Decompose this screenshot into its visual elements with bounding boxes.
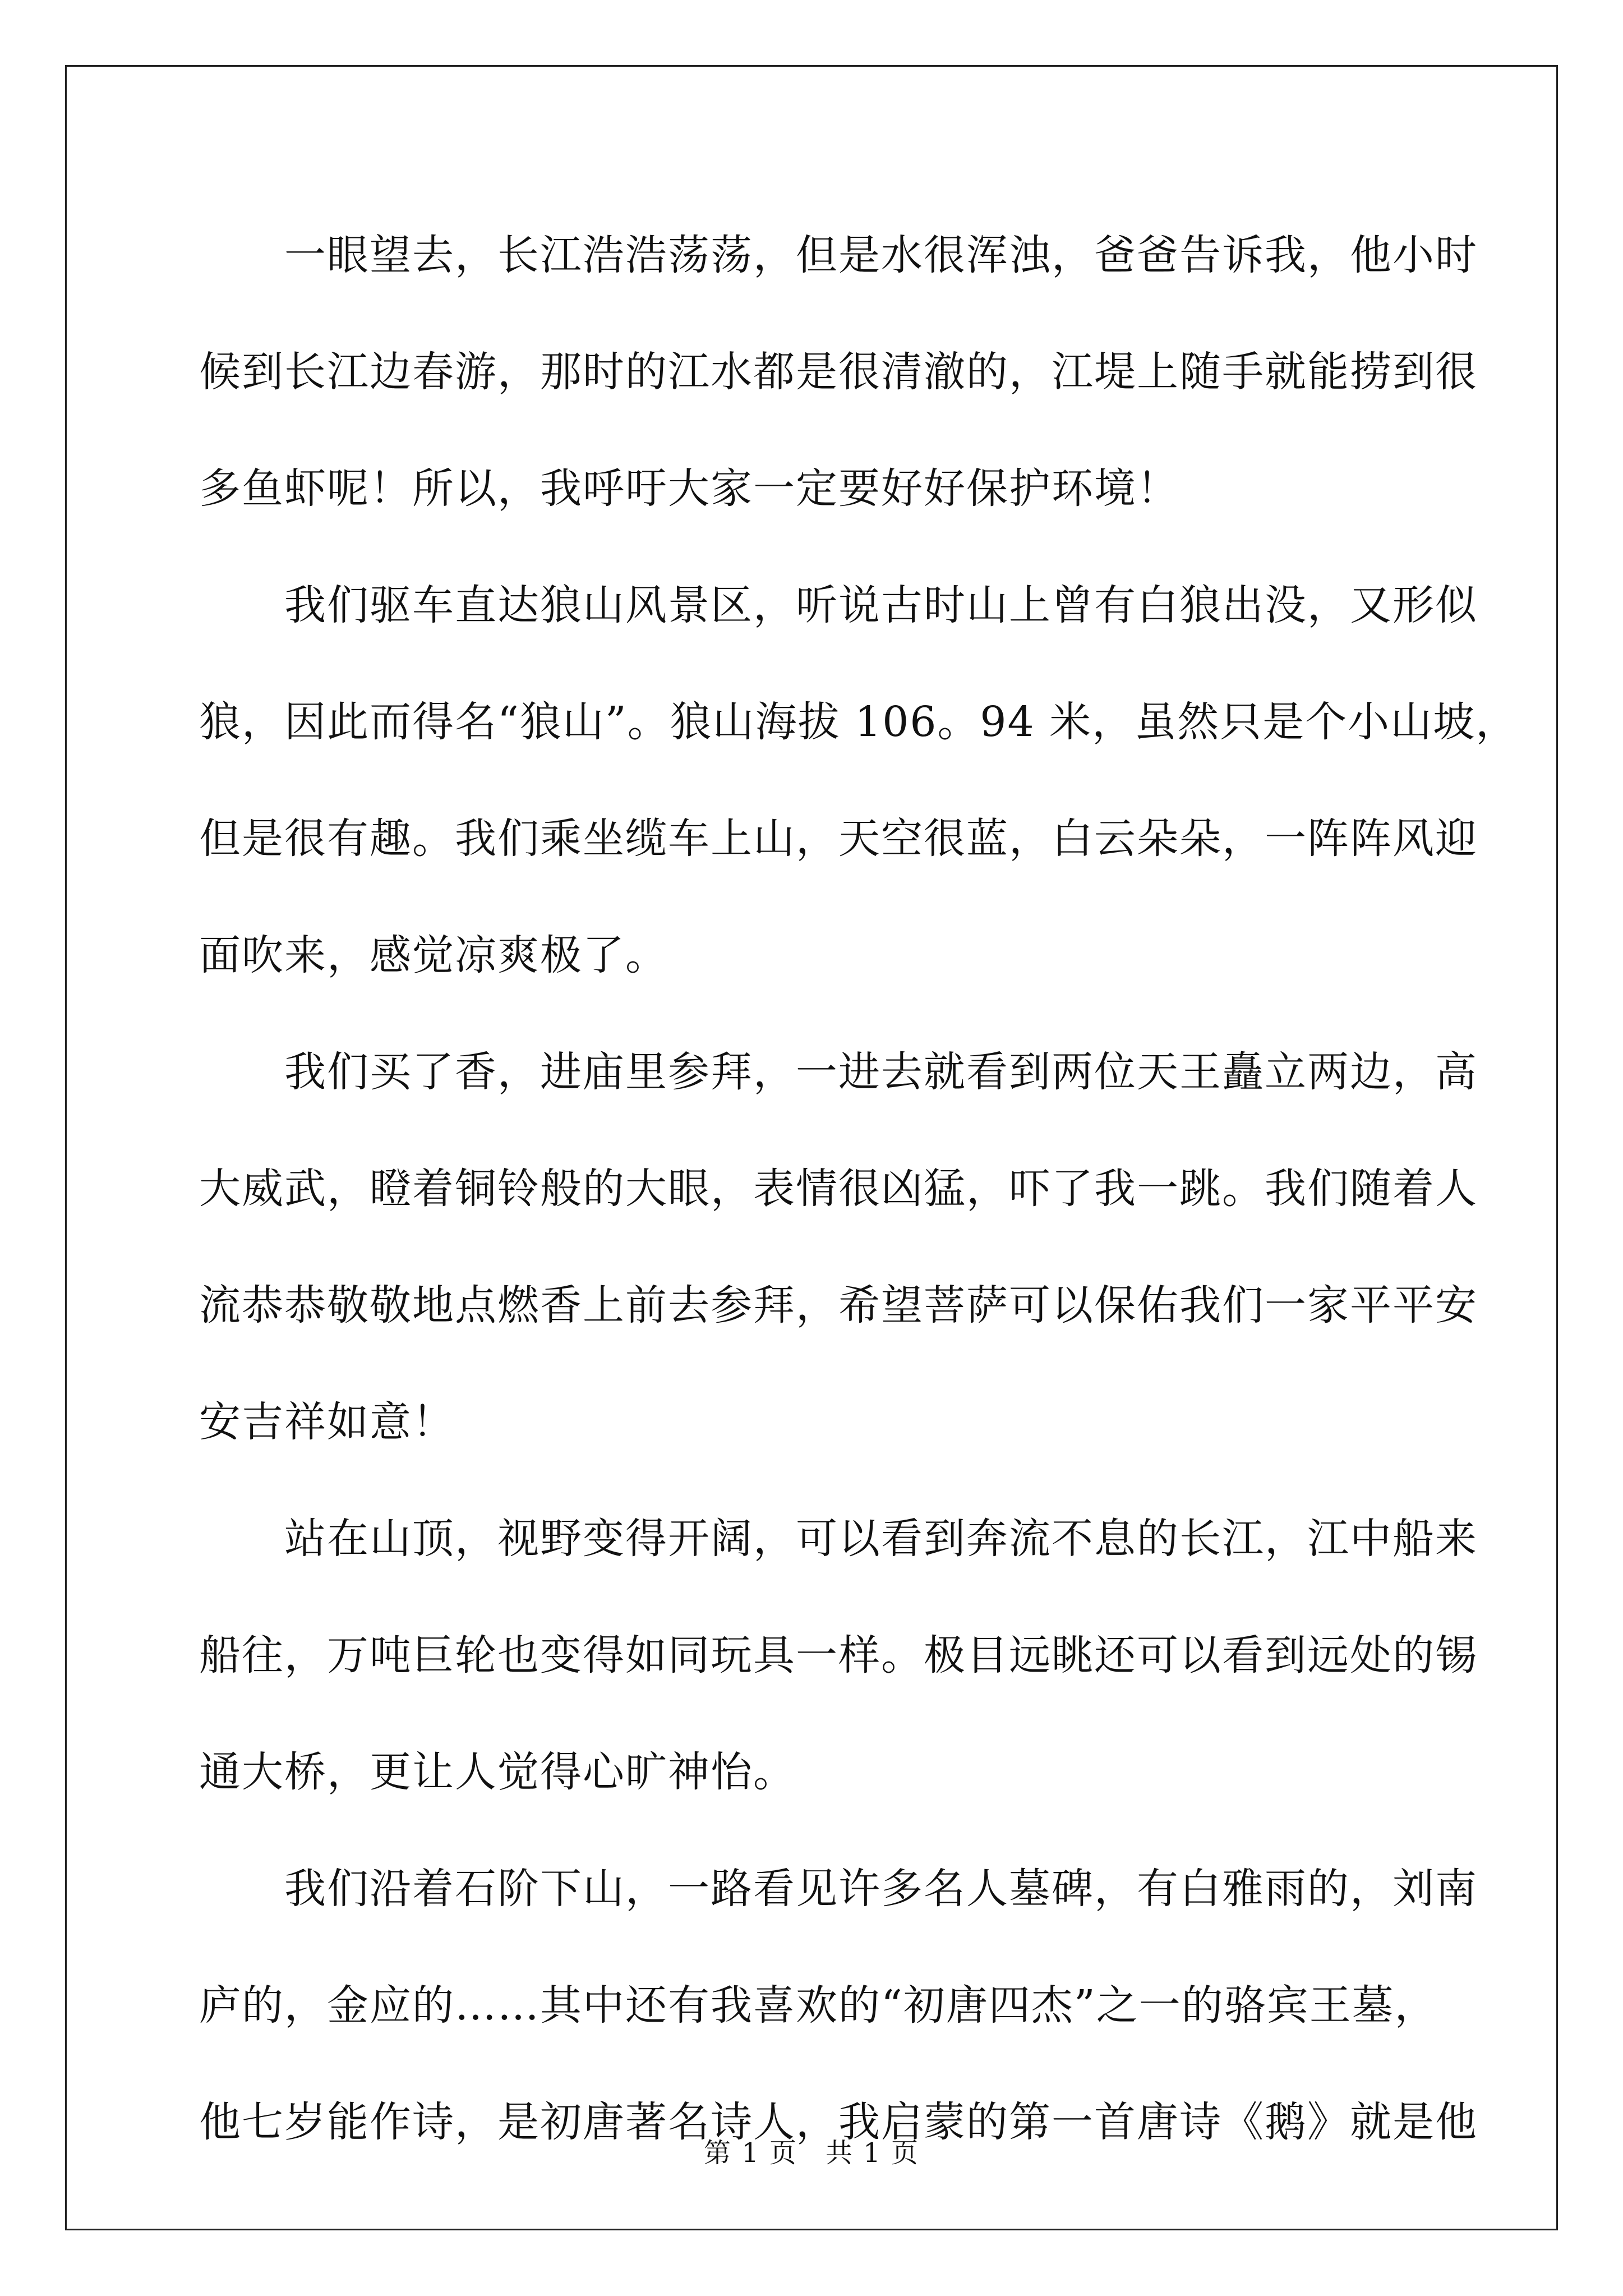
text-line: 我们驱车直达狼山风景区，听说古时山上曾有白狼出没，又形似 [199, 581, 1478, 629]
text-line: 狼，因此而得名“狼山”。狼山海拔 106。94 米，虽然只是个小山坡， [199, 698, 1519, 746]
text-line: 庐的，金应的……其中还有我喜欢的“初唐四杰”之一的骆宾王墓， [199, 1981, 1437, 2030]
text-line: 船往，万吨巨轮也变得如同玩具一样。极目远眺还可以看到远处的锡 [199, 1631, 1478, 1680]
text-line: 候到长江边春游，那时的江水都是很清澈的，江堤上随手就能捞到很 [199, 348, 1478, 396]
text-line: 但是很有趣。我们乘坐缆车上山，天空很蓝，白云朵朵，一阵阵风迎 [199, 815, 1478, 863]
text-line: 我们沿着石阶下山，一路看见许多名人墓碑，有白雅雨的，刘南 [199, 1865, 1478, 1913]
text-line: 一眼望去，长江浩浩荡荡，但是水很浑浊，爸爸告诉我，他小时 [199, 231, 1478, 279]
text-line: 流恭恭敬敬地点燃香上前去参拜，希望菩萨可以保佑我们一家平平安 [199, 1281, 1478, 1329]
text-line: 多鱼虾呢！所以，我呼吁大家一定要好好保护环境！ [199, 464, 1179, 513]
text-line: 他七岁能作诗，是初唐著名诗人，我启蒙的第一首唐诗《鹅》就是他 [199, 2098, 1478, 2146]
page-number: 第 1 页 共 1 页 [703, 2137, 920, 2169]
text-line: 面吹来，感觉凉爽极了。 [199, 931, 668, 979]
document-body [199, 213, 1519, 2197]
text-line: 安吉祥如意！ [199, 1398, 455, 1446]
text-line: 通大桥，更让人觉得心旷神怡。 [199, 1748, 796, 1796]
text-line: 站在山顶，视野变得开阔，可以看到奔流不息的长江，江中船来 [199, 1515, 1478, 1563]
text-line: 我们买了香，进庙里参拜，一进去就看到两位天王矗立两边，高 [199, 1048, 1478, 1096]
text-line: 大威武，瞪着铜铃般的大眼，表情很凶猛，吓了我一跳。我们随着人 [199, 1165, 1478, 1213]
